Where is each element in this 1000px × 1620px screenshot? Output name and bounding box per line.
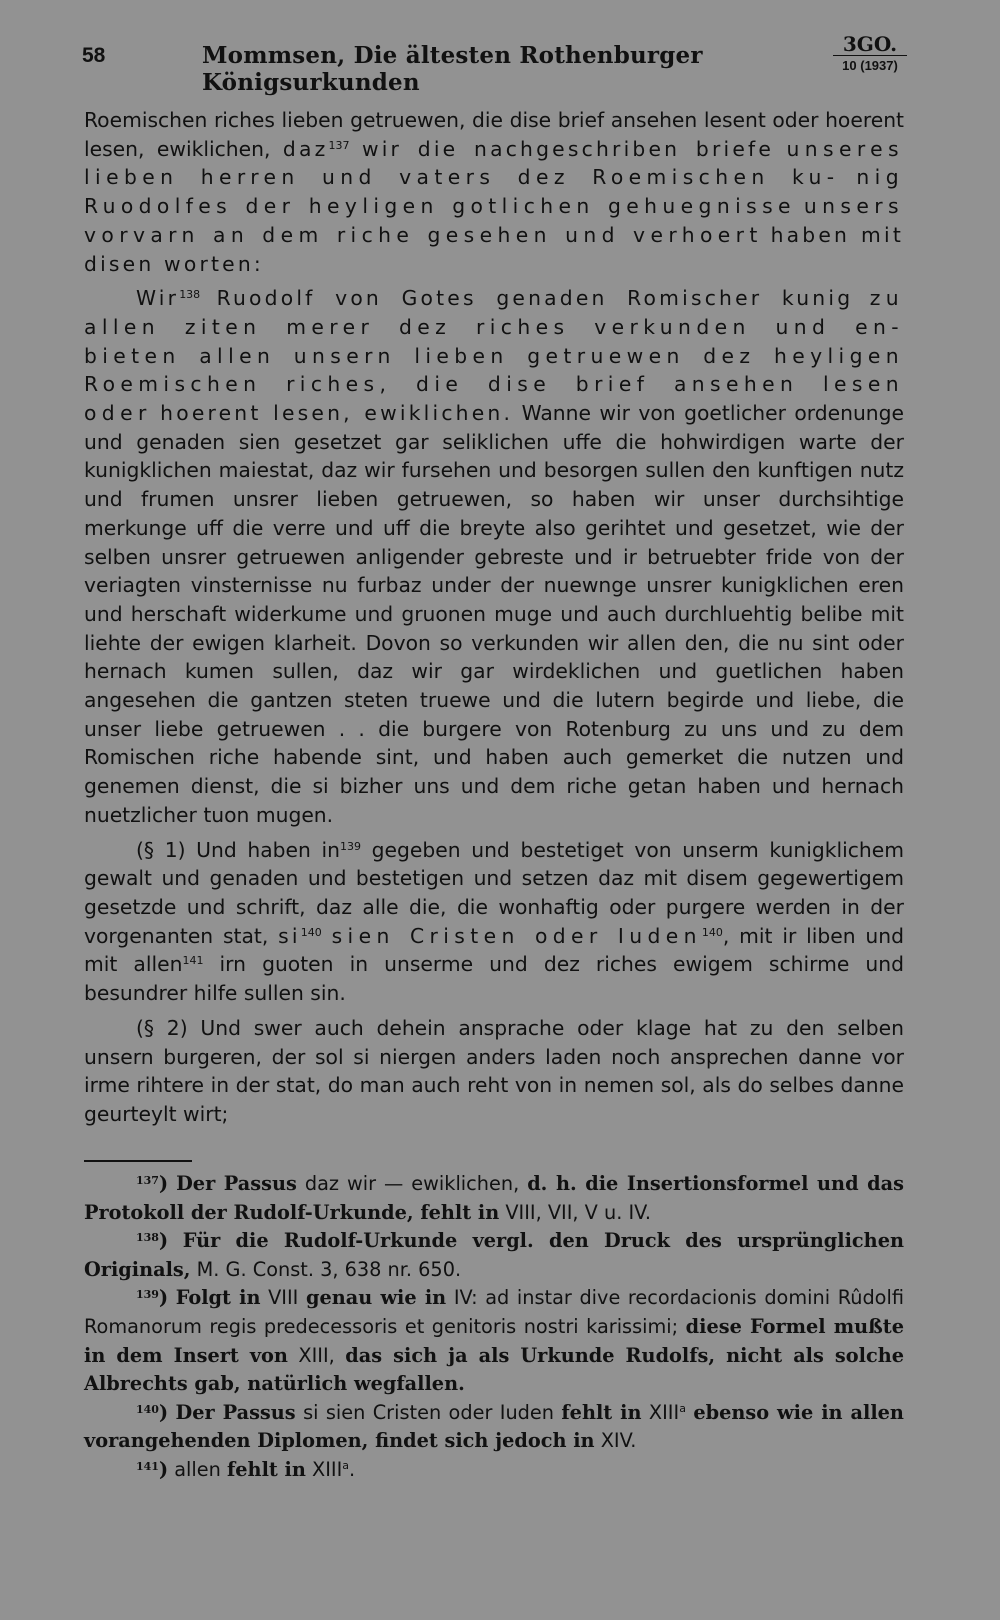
footnote-text: Der Passus: [175, 1400, 296, 1424]
quoted-text: daz wir — ewiklichen,: [304, 1172, 520, 1195]
paragraph-intro: [84, 106, 904, 278]
footnote-137: [84, 1170, 904, 1227]
quoted-text: allen: [174, 1457, 221, 1481]
paragraph-text: (§ 1) Und haben in: [136, 837, 341, 862]
spaced-text: zu allen ziten merer dez riches verkunden und en-: [84, 286, 905, 339]
spaced-text: wir die nachgeschriben briefe: [361, 136, 775, 161]
footnote-number: $^{140}$): [136, 1400, 169, 1424]
spaced-text: unsers vorvarn an dem riche gesehen und verhoert: [84, 194, 904, 247]
footnote-number: $^{138}$): [136, 1229, 169, 1253]
paragraph-text: Wanne wir von goetlicher ordenunge und genaden sien gesetzet gar seliklichen uffe die hohwirdigen warte der kunigklichen maiestat, daz wir fursehen und besorgen sullen den kunftigen nutz und frumen unsrer lieben getruewen, so haben wir unser durchsihtige merkunge uff die verre und uff die breyte also gerihtet und gesetzet, wie der selben unsrer getruewen anligender gebreste und ir betruebter fride von der veriagten vinsternisse nu furbaz under der nuewnge unsrer kunigklichen eren und herschaft widerkume und gruonen muge und auch durchluehtig belibe mit liehte der ewigen klarheit. Dovon so verkunden wir allen den, die nu sint oder hernach kumen sullen, daz wir gar wirdeklichen und guetlichen haben angesehen die gantzen steten truewe und die lutern begirde und liebe, die unser liebe getruewen . . die burgere von Rotenburg zu uns und zu dem Romischen riche habende sint, und haben auch gemerket die nutzen und genemen dienst, die si bizher uns und dem riche getan haben und hernach nuetzlicher tuon mugen.: [84, 401, 905, 827]
footnote-ref: 140: [300, 925, 322, 939]
spaced-text: bieten allen unsern lieben getruewen dez heyligen: [84, 343, 904, 368]
footnote-ref: 138: [179, 288, 201, 302]
quoted-text: si sien Cristen oder Iuden: [303, 1400, 554, 1424]
footnote-text: Der Passus: [176, 1172, 297, 1195]
footnote-text: ebenso wie in allen vorangehenden Diplomen, findet sich jedoch in: [84, 1400, 904, 1453]
footnote-ref: 140: [701, 925, 723, 939]
footnote-ref: 141: [182, 954, 204, 968]
quoted-text: IV: ad instar dive recordacionis domini Rûdolfi Romanorum regis predecessoris et genitoris nostri karissimi;: [84, 1286, 904, 1338]
manuscript-sigla: VIII, VII, V u. IV.: [505, 1200, 652, 1224]
spaced-text: unseres lieben herren und vaters dez Roemischen ku-: [84, 136, 904, 190]
manuscript-sigla: XIII$^a$: [648, 1400, 686, 1424]
footnote-140: [84, 1399, 904, 1456]
footnote-text: diese Formel mußte in dem Insert von: [84, 1314, 904, 1367]
journal-volume: 10 (1937): [842, 58, 898, 73]
page-header: [82, 32, 907, 96]
footnote-text: Folgt in: [175, 1286, 261, 1310]
main-text: [84, 106, 904, 1129]
text-line: Roemischen riches lieben getruewen, die dise brief ansehen lesent oder: [84, 108, 819, 132]
paragraph-rudolf-charter: [84, 284, 904, 829]
paragraph-text: , mit ir liben und mit allen: [84, 923, 904, 977]
footnote-141: [84, 1456, 904, 1485]
footnote-ref: 139: [340, 839, 362, 853]
text-line: hoerent lesen, ewiklichen,: [84, 108, 904, 161]
spaced-text: si: [278, 923, 301, 948]
footnote-ref: 137: [328, 138, 350, 152]
footnotes: [84, 1170, 904, 1485]
spaced-text: Wir: [136, 286, 180, 311]
footnote-text: fehlt in: [227, 1457, 306, 1481]
page-number: 58: [82, 44, 106, 67]
paragraph-text: irn guoten in unserme und dez riches ewigem schirme und besundrer hilfe sullen sin.: [84, 952, 904, 1006]
paragraph-text: gegeben und bestetiget von unserm kunigklichem gewalt und genaden und bestetigen und setzen daz mit disem gegewertigem gesetzde und schrift, daz alle die, die wonhaftig oder purgere werden in der vorgenanten stat,: [84, 837, 904, 948]
footnote-text: Für die Rudolf-Urkunde vergl. den Druck des ursprünglichen Originals,: [84, 1229, 904, 1281]
footnote-separator: [84, 1160, 192, 1162]
journal-reference: [833, 34, 907, 72]
spaced-text: Ruodolf von Gotes genaden Romischer kunig: [216, 286, 854, 311]
spaced-text: Roemischen riches, die dise brief ansehen lesen oder: [84, 372, 904, 426]
footnote-number: $^{141}$): [136, 1457, 169, 1481]
citation: M. G. Const. 3, 638 nr. 650.: [196, 1257, 462, 1281]
manuscript-sigla: XIV.: [600, 1429, 637, 1453]
footnote-text: genau wie in: [305, 1286, 447, 1310]
footnote-number: $^{137}$): [136, 1172, 169, 1195]
spaced-text: daz: [282, 136, 329, 161]
manuscript-sigla: XIII$^a$.: [312, 1457, 356, 1481]
running-title: Mommsen, Die ältesten Rothenburger Königsurkunden: [202, 42, 703, 96]
footnote-number: $^{139}$): [136, 1286, 169, 1310]
footnote-text: das sich ja als Urkunde Rudolfs, nicht als solche Albrechts gab, natürlich wegfallen.: [84, 1343, 904, 1396]
footnote-138: [84, 1227, 904, 1284]
footnote-text: fehlt in: [561, 1400, 642, 1424]
paragraph-section-2: (§ 2) Und swer auch dehein ansprache oder klage hat zu den selben unsern burgeren, der sol si niergen anders laden noch ansprechen danne vor irme rihtere in der stat, do man auch reht von in nemen sol, als do selbes danne geurteylt wirt;: [84, 1015, 904, 1126]
manuscript-sigla: VIII: [268, 1286, 299, 1310]
spaced-text: sien Cristen oder Iuden: [331, 923, 702, 948]
journal-abbreviation: 3GO.: [833, 34, 907, 56]
manuscript-sigla: XIII,: [298, 1343, 335, 1367]
footnote-139: [84, 1284, 904, 1398]
footnote-text: d. h. die Insertionsformel und das Protokoll der Rudolf-Urkunde, fehlt in: [84, 1172, 904, 1224]
spaced-text: nig Ruodolfes der heyligen gotlichen gehuegnisse: [84, 165, 904, 219]
paragraph-section-1: [84, 836, 904, 1008]
spaced-text: haben mit disen worten:: [84, 222, 904, 276]
spaced-text: hoerent lesen, ewiklichen.: [160, 401, 514, 426]
